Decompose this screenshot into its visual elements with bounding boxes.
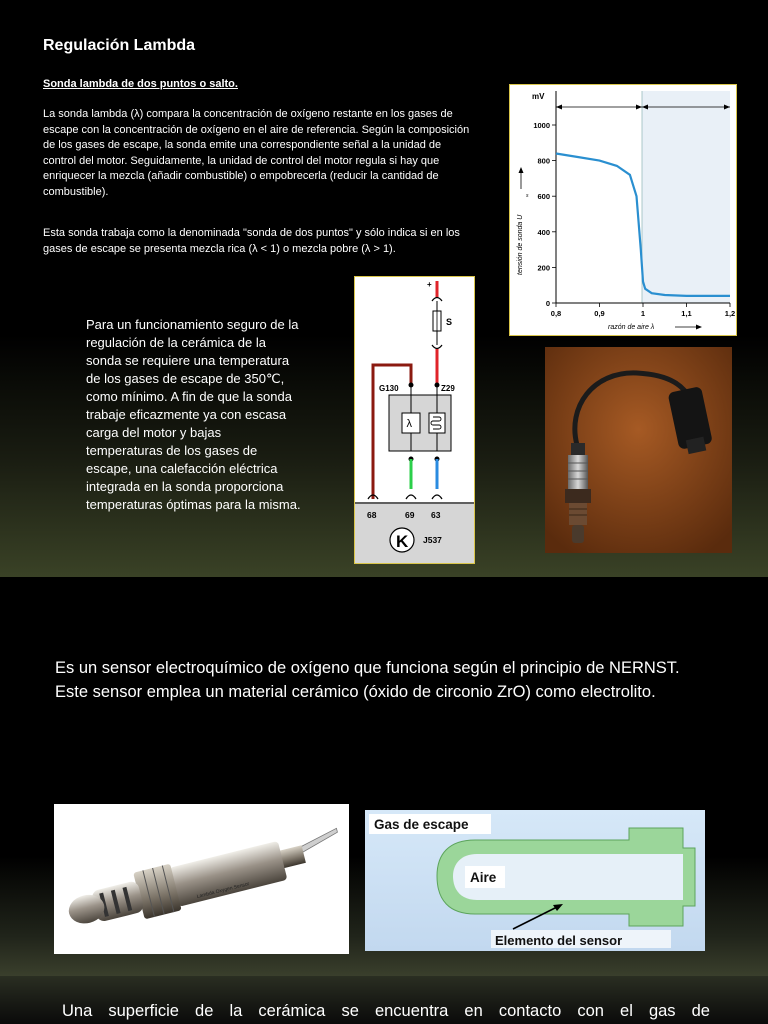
y-axis-label-sub: s <box>526 193 529 199</box>
y-tick-label: 800 <box>537 156 550 166</box>
paragraph-ceramic-surface: Una superficie de la cerámica se encuentra en contacto con el gas de <box>62 1002 710 1020</box>
plus-label: + <box>427 280 432 289</box>
gas-label: Gas de escape <box>374 817 469 832</box>
x-ticks <box>551 303 735 318</box>
paragraph-nernst: Es un sensor electroquímico de oxígeno que funciona según el principio de NERNST. Este sensor emplea un material cerámico (óxido de circonio ZrO) como electrolito. <box>55 659 680 701</box>
page-title: Regulación Lambda <box>43 37 196 54</box>
pin-68: 68 <box>367 510 377 520</box>
y-tick-label: 1000 <box>533 121 550 130</box>
y-axis-label: tensión de sonda U <box>517 214 524 275</box>
paragraph-heating: Para un funcionamiento seguro de la regulación de la cerámica de la sonda se requiere una temperatura de los gases de escape de 350℃, como mínimo. A fin de que la sonda trabaje eficazmente ya con escasa carga del motor y bajas temperaturas de los gases de escape, una calefacción eléctrica integrada en la sonda proporciona temperaturas óptimas para la misma. <box>86 317 301 512</box>
lambda-sensor-photo-2 <box>54 804 349 954</box>
lambda-symbol: λ <box>406 418 412 430</box>
x-tick-label: 1,2 <box>724 309 736 318</box>
x-tick-label: 0,8 <box>550 309 562 318</box>
section-subtitle: Sonda lambda de dos puntos o salto. <box>43 78 238 90</box>
pin-69: 69 <box>405 510 415 520</box>
voltage-lambda-chart <box>509 84 737 336</box>
x-axis-label: razón de aire λ <box>608 324 655 331</box>
air-label: Aire <box>470 870 497 885</box>
sensor-cross-section-diagram <box>365 810 705 951</box>
paragraph-two-point-sensor: Esta sonda trabaja como la denominada "sonda de dos puntos" y sólo indica si en los gases de escape se presenta mezcla rica (λ < 1) o mezcla pobre (λ > 1). <box>43 227 460 255</box>
ecu-symbol: K <box>396 532 409 551</box>
y-tick-label: 600 <box>537 192 550 202</box>
lambda-sensor-photo <box>545 347 732 553</box>
x-tick-label: 1,1 <box>681 309 692 318</box>
y-unit-label: mV <box>532 92 545 101</box>
y-tick-label: 0 <box>545 299 550 308</box>
pin-63: 63 <box>431 510 441 520</box>
ecu-label: J537 <box>423 535 442 545</box>
y-tick-label: 200 <box>537 263 550 273</box>
y-ticks <box>533 121 556 308</box>
z29-label: Z29 <box>441 384 455 393</box>
paragraph-lambda-intro: La sonda lambda (λ) compara la concentración de oxígeno restante en los gases de escape con la concentración de oxígeno en el aire de referencia. Según la composición de los gases de escape, la sonda emite una correspondiente señal a la unidad de control del motor. Seguidamente, la unidad de control del motor regula si hay que enriquecer la mezcla (añadir combustible) o empobrecerla (reducir la cantidad de combustible). <box>43 108 470 198</box>
sensor-print: Lambda Oxygen Sensor <box>196 881 251 901</box>
fuse-label: S <box>446 317 453 327</box>
circuit-diagram <box>354 276 475 564</box>
x-tick-label: 1 <box>640 309 646 318</box>
x-tick-label: 0,9 <box>594 309 605 318</box>
y-tick-label: 400 <box>537 227 550 237</box>
element-label: Elemento del sensor <box>495 933 623 948</box>
g130-label: G130 <box>379 384 399 393</box>
